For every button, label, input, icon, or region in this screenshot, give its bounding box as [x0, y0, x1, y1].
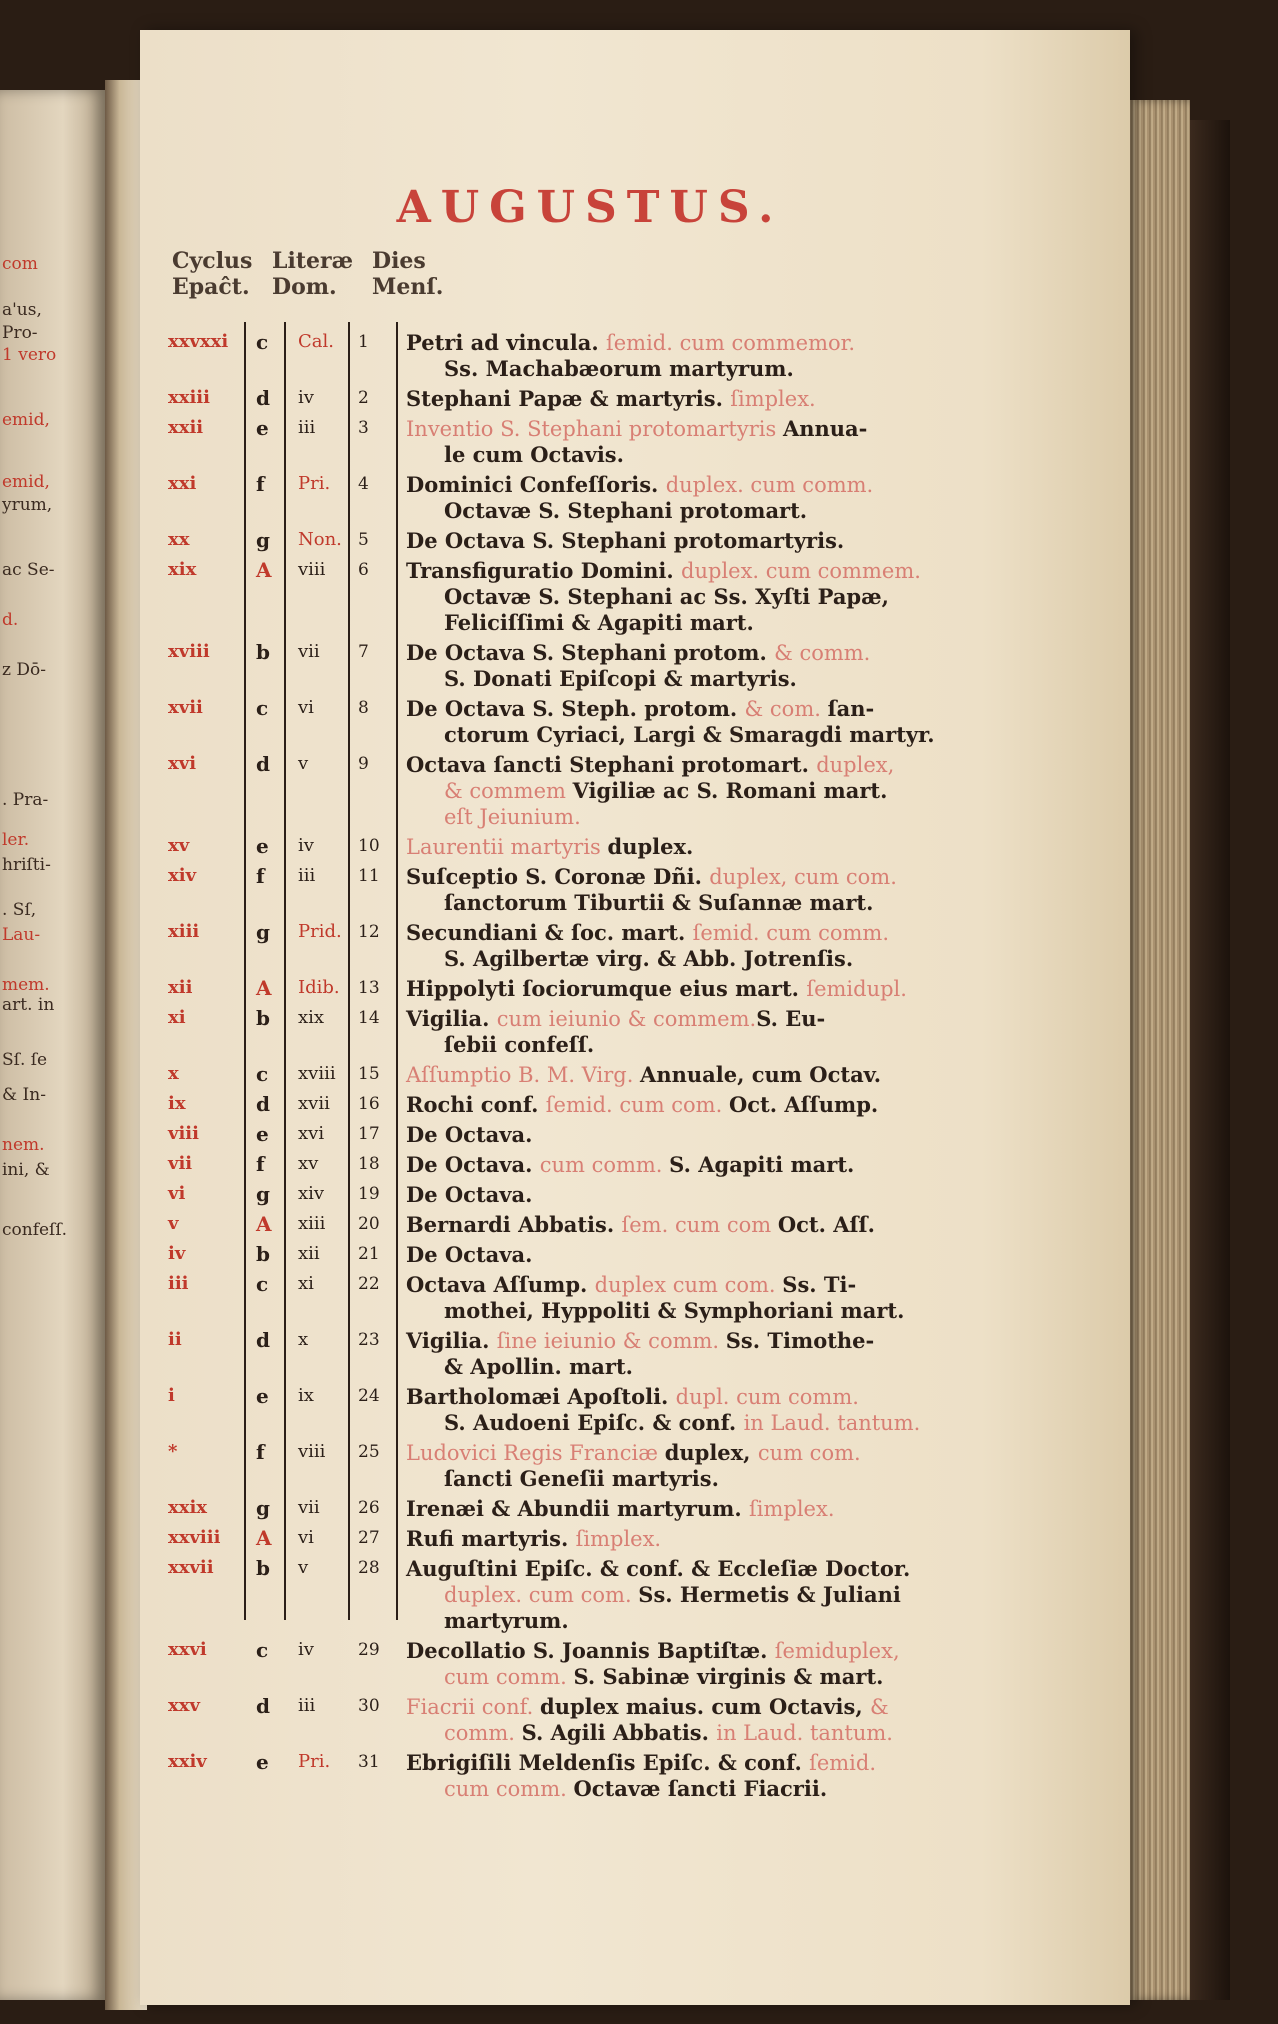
feast-text: Ss. Ti- — [782, 1272, 857, 1297]
dominical-letter-cell: b — [256, 1006, 270, 1030]
rubric-text: ſem. cum com — [621, 1213, 778, 1237]
day-number-cell: 5 — [358, 530, 369, 550]
feast-text: le cum Octavis. — [444, 442, 624, 467]
kalend-cell: vii — [298, 1497, 320, 1518]
feast-text: S. Agilbertæ virg. & Abb. Jotrenſis. — [444, 946, 854, 971]
left-page — [0, 90, 105, 2000]
feast-text: De Octava S. Stephani protomartyris. — [406, 528, 845, 553]
header-epact: Epaĉt. — [172, 274, 250, 300]
epact-cell: xiv — [168, 865, 197, 886]
rubric-text: Aſſumptio B. M. Virg. — [406, 1063, 641, 1087]
kalend-cell: xii — [298, 1243, 320, 1264]
rubric-text: ſemiduplex, — [774, 1639, 900, 1663]
left-margin-note: nem. — [2, 1135, 45, 1155]
rubric-text: ſemid. cum com. — [545, 1093, 729, 1117]
epact-cell: xx — [168, 529, 190, 550]
left-margin-note: emid, — [2, 472, 50, 492]
header-literae: Literæ — [272, 248, 354, 274]
feast-text: De Octava. — [406, 1182, 533, 1207]
day-number-cell: 27 — [358, 1528, 380, 1548]
rubric-text: ſimplex. — [575, 1527, 662, 1551]
rubric-text: Fiacrii conf. — [406, 1695, 541, 1719]
epact-cell: xxv — [168, 1695, 200, 1716]
day-number-cell: 1 — [358, 332, 369, 352]
dominical-letter-cell: A — [256, 558, 272, 582]
dominical-letter-cell: f — [256, 1152, 265, 1176]
dominical-letter-cell: c — [256, 1062, 269, 1086]
dominical-letter-cell: A — [256, 976, 272, 1000]
kalend-cell: viii — [298, 1441, 326, 1462]
feast-text: Octava Aſſump. — [406, 1272, 595, 1297]
dominical-letter-cell: d — [256, 1092, 270, 1116]
kalend-cell: iii — [298, 1695, 316, 1716]
dominical-letter-cell: c — [256, 330, 269, 354]
kalend-cell: xv — [298, 1153, 319, 1174]
day-number-cell: 24 — [358, 1386, 380, 1406]
epact-cell: xxii — [168, 417, 204, 438]
dominical-letter-cell: f — [256, 1440, 265, 1464]
epact-cell: i — [168, 1385, 175, 1406]
dominical-letter-cell: b — [256, 640, 270, 664]
epact-cell: xvi — [168, 753, 197, 774]
dominical-letter-cell: g — [256, 1182, 270, 1206]
feast-text: Octavæ S. Stephani ac Ss. Xyſti Papæ, — [444, 584, 889, 609]
rubric-text: Ludovici Regis Franciæ — [406, 1441, 665, 1465]
day-number-cell: 8 — [358, 698, 369, 718]
kalend-cell: iii — [298, 417, 316, 438]
feast-text: Vigilia. — [406, 1006, 497, 1031]
feast-text: Auguſtini Epiſc. & conf. & Eccleſiæ Doctor. — [406, 1556, 911, 1581]
kalend-cell: Cal. — [298, 331, 334, 352]
rubric-text: & com. — [744, 697, 828, 721]
day-number-cell: 4 — [358, 474, 369, 494]
dominical-letter-cell: b — [256, 1242, 270, 1266]
day-number-cell: 30 — [358, 1696, 380, 1716]
feast-text: De Octava. — [406, 1242, 533, 1267]
epact-cell: vii — [168, 1153, 193, 1174]
header-dom: Dom. — [272, 274, 337, 300]
left-margin-note: art. in — [2, 995, 55, 1015]
feast-text: Petri ad vincula. — [406, 330, 606, 355]
kalend-cell: iii — [298, 865, 316, 886]
dominical-letter-cell: c — [256, 1638, 269, 1662]
day-number-cell: 26 — [358, 1498, 380, 1518]
dominical-letter-cell: f — [256, 472, 265, 496]
kalend-cell: xvii — [298, 1093, 330, 1114]
feast-text: S. Donati Epiſcopi & martyris. — [444, 666, 797, 691]
day-number-cell: 15 — [358, 1064, 380, 1084]
rubric-text: eſt Jeiunium. — [444, 805, 581, 829]
rubric-text: cum comm. — [444, 1777, 574, 1801]
kalend-cell: viii — [298, 559, 326, 580]
left-margin-note: com — [2, 254, 38, 274]
feast-text: S. Agili Abbatis. — [521, 1720, 717, 1745]
feast-text: De Octava S. Stephani protom. — [406, 640, 775, 665]
dominical-letter-cell: e — [256, 416, 269, 440]
kalend-cell: Idib. — [298, 977, 340, 998]
dominical-letter-cell: b — [256, 1556, 270, 1580]
feast-text: Transfiguratio Domini. — [406, 558, 682, 583]
day-number-cell: 19 — [358, 1184, 380, 1204]
kalend-cell: xiii — [298, 1213, 326, 1234]
left-margin-note: . Pra- — [2, 790, 49, 810]
kalend-cell: Prid. — [298, 921, 342, 942]
dominical-letter-cell: d — [256, 752, 270, 776]
kalend-cell: iv — [298, 835, 314, 856]
epact-cell: xxvi — [168, 1639, 207, 1660]
rubric-text: duplex, cum com. — [709, 865, 897, 889]
feast-text: S. Eu- — [756, 1006, 826, 1031]
dominical-letter-cell: g — [256, 528, 270, 552]
dominical-letter-cell: d — [256, 1328, 270, 1352]
rubric-text: ſemid. cum comm. — [692, 921, 890, 945]
left-margin-note: ler. — [2, 830, 30, 850]
day-number-cell: 16 — [358, 1094, 380, 1114]
feast-text: Oct. Aſſump. — [728, 1092, 879, 1117]
feast-text: Annua- — [782, 416, 868, 441]
feast-text: Decollatio S. Joannis Baptiſtæ. — [406, 1638, 775, 1663]
left-margin-note: Lau- — [2, 925, 41, 945]
rubric-text: duplex. cum commem. — [681, 559, 921, 583]
header-cyclus: Cyclus — [172, 248, 253, 274]
dominical-letter-cell: c — [256, 1272, 269, 1296]
kalend-cell: vi — [298, 1527, 314, 1548]
feast-text: Ss. Machabæorum martyrum. — [444, 356, 794, 381]
kalend-cell: Pri. — [298, 1751, 331, 1772]
epact-cell: xv — [168, 835, 190, 856]
rubric-text: cum ieiunio & commem. — [496, 1007, 757, 1031]
epact-cell: iii — [168, 1273, 189, 1294]
left-margin-note: Sſ. ſe — [2, 1050, 48, 1070]
epact-cell: x — [168, 1063, 179, 1084]
epact-cell: xxiv — [168, 1751, 207, 1772]
kalend-cell: xix — [298, 1007, 325, 1028]
epact-cell: xxvxxi — [168, 331, 229, 352]
rubric-text: duplex. cum comm. — [665, 473, 874, 497]
feast-text: Hippolyti ſociorumque eius mart. — [406, 976, 807, 1001]
feast-text: martyrum. — [444, 1608, 569, 1633]
feast-text: Octava ſancti Stephani protomart. — [406, 752, 817, 777]
epact-cell: xi — [168, 1007, 186, 1028]
feast-text: Rufi martyris. — [406, 1526, 576, 1551]
feast-text: De Octava S. Steph. protom. — [406, 696, 745, 721]
epact-cell: xviii — [168, 641, 210, 662]
header-dies: Dies — [372, 248, 426, 274]
day-number-cell: 21 — [358, 1244, 380, 1264]
day-number-cell: 11 — [358, 866, 380, 886]
dominical-letter-cell: c — [256, 696, 269, 720]
day-number-cell: 29 — [358, 1640, 380, 1660]
kalend-cell: v — [298, 1557, 309, 1578]
book-cover-edge — [1190, 120, 1230, 2000]
day-number-cell: 6 — [358, 560, 369, 580]
day-number-cell: 17 — [358, 1124, 380, 1144]
rubric-text: Inventio S. Stephani protomartyris — [406, 417, 783, 441]
feast-text: duplex. — [607, 834, 694, 859]
kalend-cell: xviii — [298, 1063, 336, 1084]
rubric-text: ſine ieiunio & comm. — [496, 1329, 726, 1353]
rubric-text: & — [869, 1695, 889, 1719]
day-number-cell: 3 — [358, 418, 369, 438]
day-number-cell: 18 — [358, 1154, 380, 1174]
dominical-letter-cell: e — [256, 1384, 269, 1408]
left-margin-note: 1 vero — [2, 345, 57, 365]
day-number-cell: 31 — [358, 1752, 380, 1772]
feast-text: Dominici Confeſſoris. — [406, 472, 666, 497]
page-title: AUGUSTUS. — [396, 182, 784, 233]
epact-cell: ix — [168, 1093, 186, 1114]
rubric-text: duplex cum com. — [594, 1273, 783, 1297]
kalend-cell: Pri. — [298, 473, 331, 494]
kalend-cell: iv — [298, 387, 314, 408]
feast-text: ſebii confeſſ. — [444, 1032, 595, 1057]
feast-text: ſanctorum Tiburtii & Suſannæ mart. — [444, 890, 874, 915]
epact-cell: xiii — [168, 921, 200, 942]
rubric-text: ſimplex. — [730, 387, 816, 411]
header-mens: Menſ. — [372, 274, 444, 300]
left-margin-note: . Sſ, — [2, 900, 37, 920]
left-margin-note: ac Se- — [2, 560, 55, 580]
kalend-cell: x — [298, 1329, 309, 1350]
epact-cell: xxviii — [168, 1527, 221, 1548]
dominical-letter-cell: e — [256, 834, 269, 858]
epact-cell: xxvii — [168, 1557, 214, 1578]
day-number-cell: 12 — [358, 922, 380, 942]
rubric-text: ſemid. — [809, 1751, 877, 1775]
rubric-text: dupl. cum comm. — [675, 1385, 859, 1409]
dominical-letter-cell: g — [256, 920, 270, 944]
day-number-cell: 13 — [358, 978, 380, 998]
day-number-cell: 14 — [358, 1008, 380, 1028]
epact-cell: v — [168, 1213, 179, 1234]
feast-text: Ebrigiſili Meldenſis Epiſc. & conf. — [406, 1750, 810, 1775]
kalend-cell: v — [298, 753, 309, 774]
epact-cell: iv — [168, 1243, 186, 1264]
page-edges — [1130, 100, 1190, 2000]
left-margin-note: yrum, — [2, 495, 53, 515]
feast-text: Bartholomæi Apoſtoli. — [406, 1384, 676, 1409]
feast-text: S. Sabinæ virginis & mart. — [573, 1664, 884, 1689]
day-number-cell: 7 — [358, 642, 369, 662]
feast-text: duplex maius. cum Octavis, — [540, 1694, 870, 1719]
rubric-text: cum com. — [757, 1441, 861, 1465]
epact-cell: xxiii — [168, 387, 210, 408]
epact-cell: xix — [168, 559, 197, 580]
kalend-cell: xi — [298, 1273, 314, 1294]
kalend-cell: xvi — [298, 1123, 325, 1144]
day-number-cell: 20 — [358, 1214, 380, 1234]
left-margin-note: emid, — [2, 410, 50, 430]
feast-text: ſan- — [827, 696, 875, 721]
dominical-letter-cell: e — [256, 1122, 269, 1146]
kalend-cell: Non. — [298, 529, 342, 550]
left-margin-note: d. — [2, 610, 19, 630]
left-margin-note: mem. — [2, 975, 50, 995]
feast-text: ctorum Cyriaci, Largi & Smaragdi martyr. — [444, 722, 935, 747]
kalend-cell: iv — [298, 1639, 314, 1660]
rubric-text: ſemidupl. — [806, 977, 907, 1001]
column-rule-epact — [244, 322, 246, 1620]
feast-text: Feliciſſimi & Agapiti mart. — [444, 610, 754, 635]
left-margin-note: confeſſ. — [2, 1220, 68, 1240]
day-number-cell: 23 — [358, 1330, 380, 1350]
left-margin-note: hriſti- — [2, 855, 51, 875]
feast-text: S. Audoeni Epiſc. & conf. — [444, 1410, 744, 1435]
rubric-text: duplex. cum com. — [444, 1583, 639, 1607]
feast-text: Octavæ S. Stephani protomart. — [444, 498, 808, 523]
epact-cell: xxix — [168, 1497, 208, 1518]
feast-text: Rochi conf. — [406, 1092, 546, 1117]
dominical-letter-cell: A — [256, 1526, 272, 1550]
rubric-text: ſimplex. — [748, 1497, 835, 1521]
day-number-cell: 28 — [358, 1558, 380, 1578]
column-rule-day — [396, 322, 398, 1620]
left-margin-note: a'us, — [2, 300, 42, 320]
day-number-cell: 9 — [358, 754, 369, 774]
day-number-cell: 2 — [358, 388, 369, 408]
feast-text: Bernardi Abbatis. — [406, 1212, 622, 1237]
epact-cell: * — [168, 1441, 178, 1462]
epact-cell: viii — [168, 1123, 199, 1144]
feast-text: Vigilia. — [406, 1328, 497, 1353]
feast-text: Ss. Hermetis & Juliani — [638, 1582, 901, 1607]
dominical-letter-cell: g — [256, 1496, 270, 1520]
rubric-text: cum comm. — [539, 1153, 670, 1177]
epact-cell: ii — [168, 1329, 182, 1350]
rubric-text: in Laud. tantum. — [716, 1721, 893, 1745]
epact-cell: xxi — [168, 473, 197, 494]
feast-text: Irenæi & Abundii martyrum. — [406, 1496, 749, 1521]
feast-text: mothei, Hyppoliti & Symphoriani mart. — [444, 1298, 905, 1323]
feast-text: S. Agapiti mart. — [669, 1152, 855, 1177]
rubric-text: in Laud. tantum. — [743, 1411, 921, 1435]
feast-text: Stephani Papæ & martyris. — [406, 386, 731, 411]
feast-text: Secundiani & ſoc. mart. — [406, 920, 693, 945]
left-margin-note: & In- — [2, 1085, 46, 1105]
kalend-cell: ix — [298, 1385, 314, 1406]
rubric-text: Laurentii martyris — [406, 835, 608, 859]
feast-text: Oct. Aſſ. — [777, 1212, 875, 1237]
rubric-text: duplex, — [816, 753, 895, 777]
dominical-letter-cell: d — [256, 1694, 270, 1718]
column-rule-kalend — [348, 322, 350, 1620]
rubric-text: ſemid. cum commemor. — [605, 331, 856, 355]
feast-text: Annuale, cum Octav. — [640, 1062, 882, 1087]
epact-cell: xvii — [168, 697, 203, 718]
feast-text: Suſceptio S. Coronæ Dñi. — [406, 864, 710, 889]
left-margin-note: ini, & — [2, 1160, 50, 1180]
dominical-letter-cell: e — [256, 1750, 269, 1774]
day-number-cell: 10 — [358, 836, 380, 856]
day-number-cell: 22 — [358, 1274, 380, 1294]
feast-text: duplex, — [664, 1440, 758, 1465]
left-margin-note: z Dō- — [2, 660, 46, 680]
feast-text: De Octava. — [406, 1152, 540, 1177]
dominical-letter-cell: d — [256, 386, 270, 410]
rubric-text: comm. — [444, 1721, 522, 1745]
feast-text: Ss. Timothe- — [725, 1328, 875, 1353]
epact-cell: vi — [168, 1183, 186, 1204]
feast-text: Vigiliæ ac S. Romani mart. — [572, 778, 888, 803]
column-rule-letter — [284, 322, 286, 1620]
rubric-text: & comm. — [774, 641, 871, 665]
kalend-cell: xiv — [298, 1183, 325, 1204]
feast-text: Octavæ ſancti Fiacrii. — [573, 1776, 828, 1801]
feast-text: & Apollin. mart. — [444, 1354, 633, 1379]
feast-text: ſancti Geneſii martyris. — [444, 1466, 719, 1491]
epact-cell: xii — [168, 977, 193, 998]
feast-text: De Octava. — [406, 1122, 533, 1147]
kalend-cell: vii — [298, 641, 320, 662]
rubric-text: & commem — [444, 779, 573, 803]
day-number-cell: 25 — [358, 1442, 380, 1462]
rubric-text: cum comm. — [444, 1665, 574, 1689]
kalend-cell: vi — [298, 697, 314, 718]
dominical-letter-cell: A — [256, 1212, 272, 1236]
dominical-letter-cell: f — [256, 864, 265, 888]
left-margin-note: Pro- — [2, 323, 38, 343]
